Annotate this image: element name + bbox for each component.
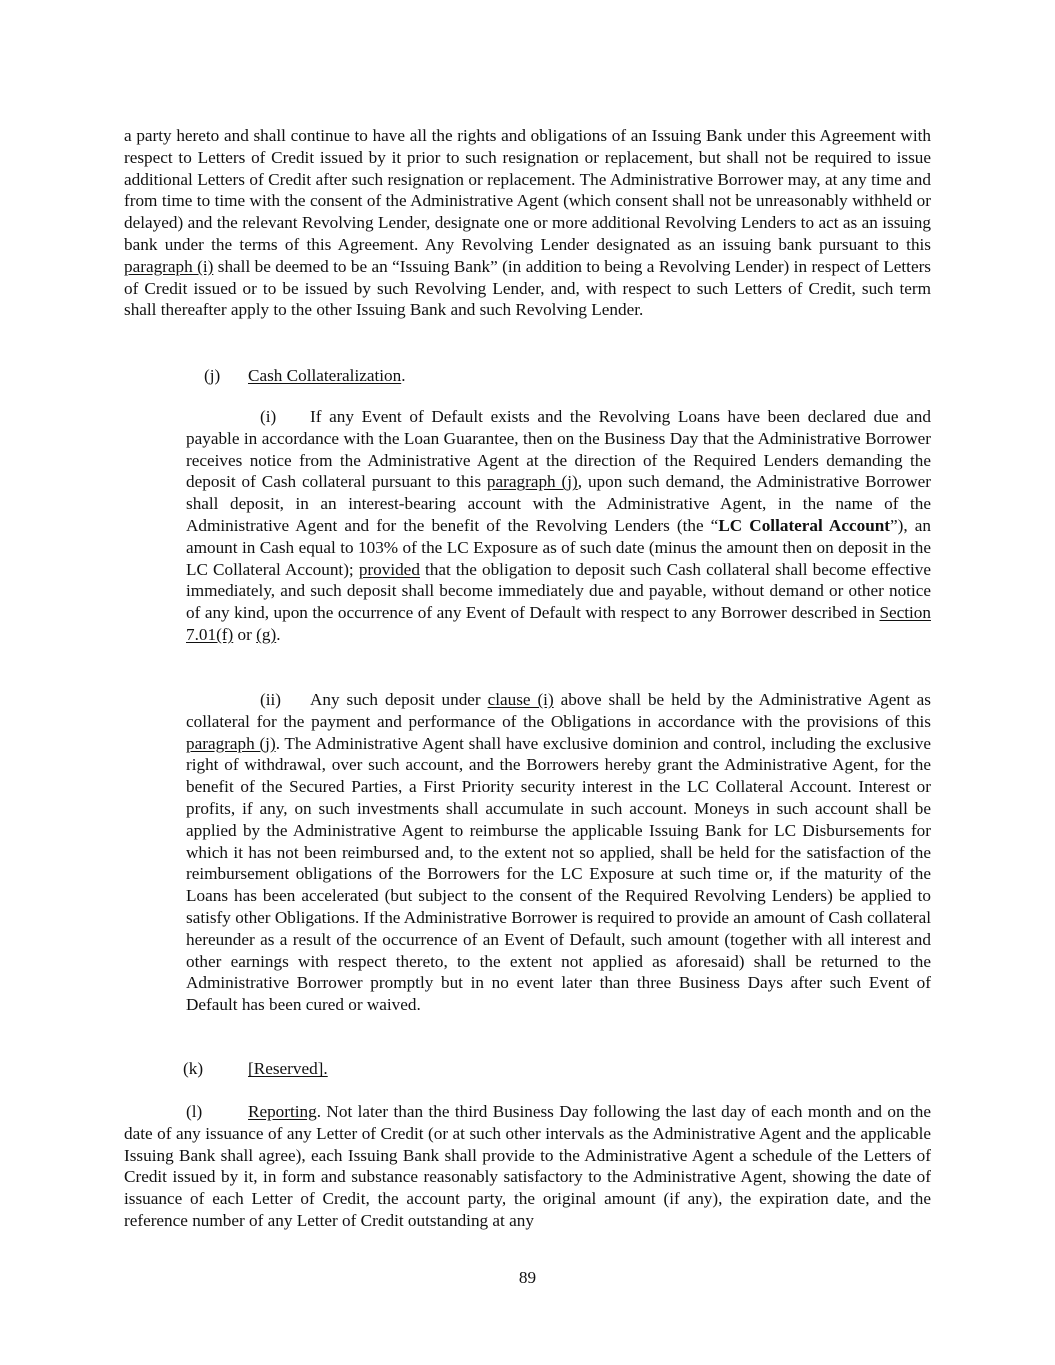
section-title: Cash Collateralization	[248, 366, 402, 385]
proviso-term: provided	[358, 559, 420, 579]
section-l-paragraph	[124, 1101, 931, 1232]
clause-text: or	[233, 624, 257, 644]
section-title: Reporting	[248, 1102, 317, 1121]
clause-text: Any such deposit under	[310, 690, 488, 709]
clause-text: above shall be held by the Administrative Agent as collateral for the payment and performance of the Obligations in accordance with the provisions of this	[186, 690, 931, 731]
clause-text: that the obligation to deposit such Cash collateral shall become effective immediately, and such deposit shall become immediately due and payable, without demand or other notice of any kind, upon the occurrence of any Event of Default with respect to any Borrower described in	[186, 559, 932, 623]
clause-j-i	[186, 406, 931, 646]
section-title: [Reserved].	[248, 1059, 328, 1078]
page-number: 89	[518, 1268, 537, 1287]
cross-reference: Section 7.01(f)	[186, 603, 931, 644]
cross-reference: paragraph (i)	[124, 256, 214, 276]
clause-text: If any Event of Default exists and the Revolving Loans have been declared due and payable in accordance with the Loan Guarantee, then on the Business Day that the Administrative Borrower receives notice from the Administrative Agent at the direction of the Required Lenders demanding the deposit of Cash collateral pursuant to this	[186, 407, 931, 492]
cross-reference: paragraph (j)	[486, 472, 578, 492]
clause-text: ”), an amount in Cash equal to 103% of the LC Exposure as of such date (minus the amount then on deposit in the LC Collateral Account);	[186, 515, 932, 579]
clause-label: (ii)	[260, 690, 281, 709]
defined-term: LC Collateral Account	[718, 515, 891, 535]
clause-text: . The Administrative Agent shall have exclusive dominion and control, including the exclusive right of withdrawal, over such account, and the Borrowers hereby grant the Administrative Agent, for the benefit of the Secured Parties, a First Priority security interest in the LC Collateral Account. Interest or profits, if any, on such investments shall accumulate in such account. Moneys in such account shall be applied by the Administrative Agent to reimburse the applicable Issuing Bank for LC Disbursements for which it has not been reimbursed and, to the extent not so applied, shall be held for the satisfaction of the reimbursement obligations of the Borrowers for the LC Exposure at such time or, if the maturity of the Loans has been accelerated (but subject to the consent of the Required Revolving Lenders) be applied to satisfy other Obligations. If the Administrative Borrower is required to provide an amount of Cash collateral hereunder as a result of the occurrence of an Event of Default, such amount (together with all interest and other earnings with respect thereto, to the extent not applied as aforesaid) shall be returned to the Administrative Borrower promptly but in no event later than three Business Days after such Event of Default has been cured or waived.	[186, 733, 931, 1015]
clause-j-ii	[186, 689, 931, 1016]
section-k-heading	[183, 1058, 328, 1080]
section-label: (j)	[204, 366, 221, 385]
section-j-heading	[204, 365, 406, 387]
section-label: (l)	[186, 1102, 203, 1121]
paragraph-text: shall be deemed to be an “Issuing Bank” (in addition to being a Revolving Lender) in respect of Letters of Credit issued or to be issued by such Revolving Lender, and, with respect to such Letters of Credit, such term shall thereafter apply to the other Issuing Bank and such Revolving Lender.	[124, 256, 931, 320]
cross-reference: paragraph (j)	[186, 733, 276, 753]
clause-text: .	[276, 624, 281, 644]
paragraph-text: a party hereto and shall continue to have all the rights and obligations of an Issuing Bank under this Agreement with respect to Letters of Credit issued by it prior to such resignation or replacement, but shall not be required to issue additional Letters of Credit after such resignation or replacement. The Administrative Borrower may, at any time and from time to time with the consent of the Administrative Agent (which consent shall not be unreasonably withheld or delayed) and the relevant Revolving Lender, designate one or more additional Revolving Lenders to act as an issuing bank under the terms of this Agreement. Any Revolving Lender designated as an issuing bank pursuant to this	[124, 126, 931, 254]
paragraph-text: . Not later than the third Business Day following the last day of each month and on the date of any issuance of any Letter of Credit (or at such other intervals as the Administrative Agent and the applicable Issuing Bank shall agree), each Issuing Bank shall provide to the Administrative Agent a schedule of the Letters of Credit issued by it, in form and substance reasonably satisfactory to the Administrative Agent, showing the date of issuance of each Letter of Credit, the account party, the original amount (if any), the expiration date, and the reference number of any Letter of Credit outstanding at any	[124, 1102, 931, 1230]
cross-reference: (g)	[256, 624, 277, 644]
clause-label: (i)	[260, 407, 277, 426]
clause-text: , upon such demand, the Administrative Borrower shall deposit, in an interest-bearing account with the Administrative Agent, in the name of the Administrative Agent and for the benefit of the Revolving Lenders (the “	[186, 472, 932, 535]
section-label: (k)	[183, 1059, 204, 1078]
cross-reference: clause (i)	[487, 690, 554, 709]
continued-paragraph	[124, 125, 931, 321]
section-title-punct: .	[401, 366, 406, 385]
